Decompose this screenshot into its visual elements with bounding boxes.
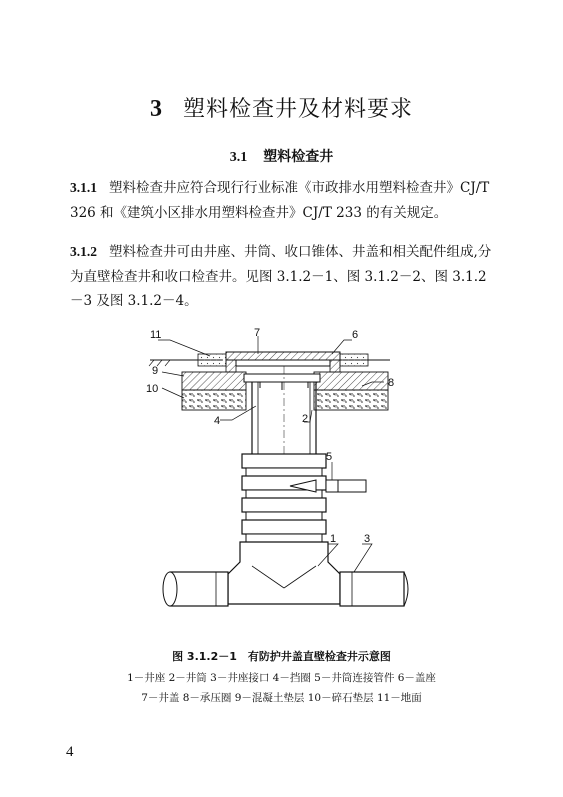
clause-number: 3.1.2 [70, 244, 97, 259]
clause-text: 塑料检查井应符合现行行业标准《市政排水用塑料检查井》CJ/T 326 和《建筑小区排水用塑料检查井》CJ/T 233 的有关规定。 [70, 180, 490, 221]
callout-6: 6 [352, 329, 359, 341]
well-base [228, 542, 340, 604]
manhole-cover [226, 352, 340, 366]
chapter-title [0, 92, 563, 123]
corrugated-shaft [242, 454, 326, 542]
section-number: 3.1 [229, 150, 248, 165]
callout-5: 5 [326, 451, 333, 463]
callout-1: 1 [330, 533, 337, 545]
callout-3: 3 [364, 533, 371, 545]
clause-text: 塑料检查井可由井座、井筒、收口锥体、井盖和相关配件组成,分为直壁检查井和收口检查井。见图 3.1.2－1、图 3.1.2－2、图 3.1.2－3 及图 3.1.2－4。 [70, 244, 492, 309]
clause-3-1-1 [70, 176, 498, 225]
callout-4: 4 [214, 415, 221, 427]
page-number: 4 [66, 744, 74, 760]
callout-9: 9 [152, 365, 159, 377]
figure-legend-line-2: 7－井盖 8－承压圈 9－混凝土垫层 10－碎石垫层 11－地面 [141, 692, 422, 704]
callout-2: 2 [302, 413, 309, 425]
gravel-cushion [182, 390, 388, 410]
section-name: 塑料检查井 [263, 149, 334, 165]
callout-11: 11 [150, 329, 162, 341]
callout-8: 8 [388, 377, 395, 389]
inspection-well-diagram [140, 326, 440, 636]
clause-3-1-2 [70, 240, 498, 314]
callout-7: 7 [254, 327, 261, 339]
section-title [0, 146, 563, 166]
figure-legend-line-1: 1－井座 2－井筒 3－井座接口 4－挡圈 5－井筒连接管件 6－盖座 [127, 672, 436, 684]
figure-caption: 图 3.1.2－1 有防护井盖直壁检查井示意图 [172, 650, 391, 663]
callout-10: 10 [146, 383, 159, 395]
chapter-name: 塑料检查井及材料要求 [182, 97, 413, 122]
chapter-number: 3 [149, 96, 163, 122]
clause-number: 3.1.1 [70, 180, 97, 195]
